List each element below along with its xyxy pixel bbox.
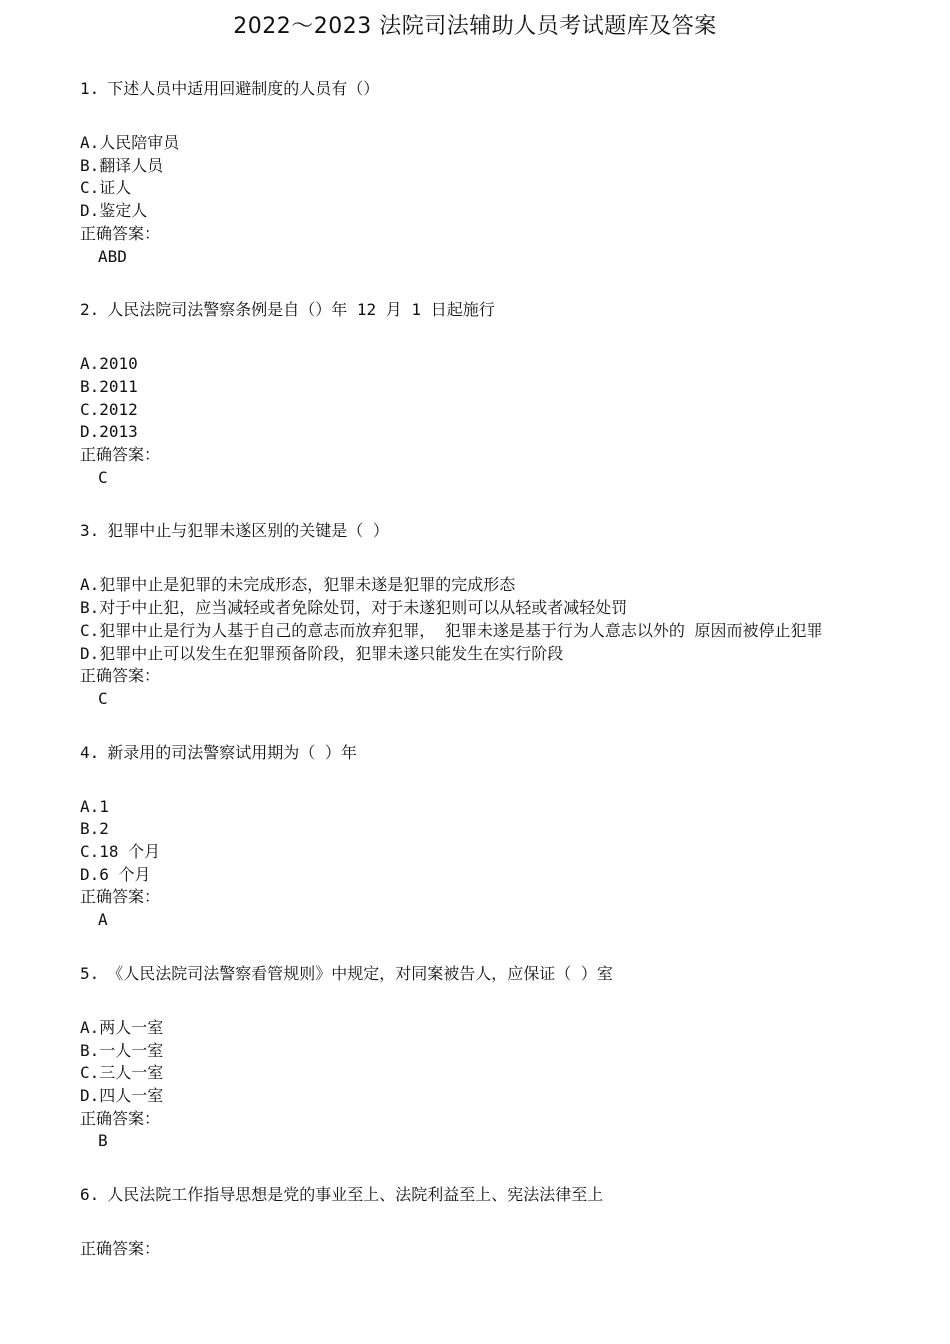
question-text: 下述人员中适用回避制度的人员有（） — [107, 79, 380, 98]
question-spacer — [80, 489, 880, 520]
answer-label: 正确答案： — [80, 1108, 161, 1128]
option-d: D.2013 — [80, 422, 138, 442]
option-c: C.18 个月 — [80, 842, 161, 862]
option-c: C.犯罪中止是行为人基于自己的意志而放弃犯罪， 犯罪未遂是基于行为人意志以外的 原因而被停止犯罪 — [80, 620, 823, 640]
option-b: B.2011 — [80, 376, 138, 396]
answer-value: B — [98, 1131, 108, 1151]
option-b: B.一人一室 — [80, 1040, 164, 1060]
question-text: 人民法院工作指导思想是党的事业至上、法院利益至上、宪法法律至上 — [107, 1185, 604, 1205]
question-4 — [80, 742, 880, 932]
answer-value: ABD — [98, 246, 127, 266]
question-stem — [80, 78, 880, 100]
answer-label: 正确答案： — [80, 445, 161, 465]
option-c: C.证人 — [80, 178, 132, 198]
answer-label: 正确答案： — [80, 1239, 161, 1259]
option-a: A.人民陪审员 — [80, 133, 180, 152]
question-text: 《人民法院司法警察看管规则》中规定，对同案被告人，应保证（ ）室 — [107, 963, 613, 983]
option-a: A.两人一室 — [80, 1017, 164, 1037]
option-d: D.四人一室 — [80, 1085, 164, 1105]
question-stem — [80, 520, 880, 542]
question-number: 1. — [80, 79, 100, 98]
option-d: D.犯罪中止可以发生在犯罪预备阶段，犯罪未遂只能发生在实行阶段 — [80, 643, 564, 663]
question-spacer — [80, 711, 880, 742]
question-2 — [80, 299, 880, 489]
option-a: A.1 — [80, 796, 109, 816]
option-b: B.2 — [80, 819, 109, 839]
answer-value: C — [98, 467, 108, 487]
question-3 — [80, 520, 880, 710]
option-d: D.鉴定人 — [80, 201, 148, 221]
option-c: C.三人一室 — [80, 1063, 164, 1083]
option-d: D.6 个月 — [80, 864, 151, 884]
question-spacer — [80, 932, 880, 963]
answer-value: C — [98, 688, 108, 708]
question-list — [80, 78, 880, 1261]
question-number: 6. — [80, 1185, 100, 1205]
question-number: 3. — [80, 521, 100, 541]
answer-label: 正确答案： — [80, 223, 161, 243]
question-number: 2. — [80, 300, 100, 320]
option-a: A.犯罪中止是犯罪的未完成形态，犯罪未遂是犯罪的完成形态 — [80, 575, 516, 595]
question-number: 5. — [80, 963, 100, 983]
question-spacer — [80, 268, 880, 299]
question-stem — [80, 742, 880, 764]
question-text: 犯罪中止与犯罪未遂区别的关键是（ ） — [107, 521, 389, 541]
question-5 — [80, 963, 880, 1153]
question-6 — [80, 1184, 880, 1261]
question-text: 新录用的司法警察试用期为（ ）年 — [107, 742, 357, 762]
answer-value: A — [98, 910, 108, 930]
question-text: 人民法院司法警察条例是自（）年 12 月 1 日起施行 — [107, 300, 495, 320]
option-b: B.翻译人员 — [80, 155, 164, 175]
question-stem — [80, 299, 880, 321]
question-spacer — [80, 1153, 880, 1184]
question-number: 4. — [80, 742, 100, 762]
document-title: 2022～2023 法院司法辅助人员考试题库及答案 — [233, 14, 717, 39]
question-1 — [80, 78, 880, 268]
answer-label: 正确答案： — [80, 887, 161, 907]
option-a: A.2010 — [80, 354, 138, 374]
question-stem — [80, 1184, 880, 1206]
option-b: B.对于中止犯，应当减轻或者免除处罚，对于未遂犯则可以从轻或者减轻处罚 — [80, 598, 628, 618]
answer-label: 正确答案： — [80, 666, 161, 686]
question-stem — [80, 963, 880, 985]
option-c: C.2012 — [80, 399, 138, 419]
